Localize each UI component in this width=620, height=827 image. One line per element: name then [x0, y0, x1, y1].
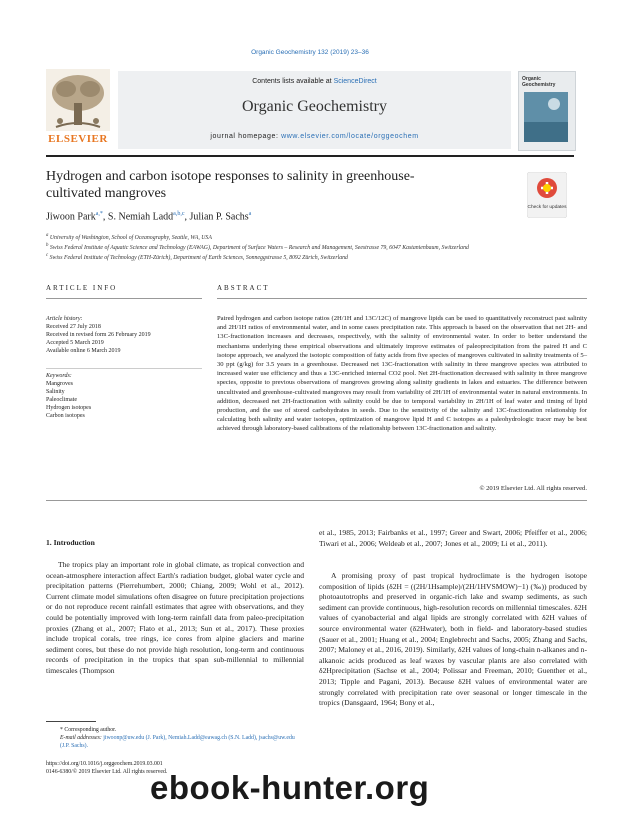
keyword-item: Carbon isotopes	[46, 413, 85, 419]
header-rule	[46, 155, 574, 157]
history-online: Available online 6 March 2019	[46, 348, 121, 354]
history-received: Received 27 July 2018	[46, 324, 101, 330]
affiliation-b: $^b$ Swiss Federal Institute of Aquatic Science and Technology (EAWAG), Department of Surface Waters – Research and Management, Seestrasse 79, 6047 Kastanienbaum, Switzerland	[46, 243, 469, 251]
email-label: E-mail addresses:	[60, 735, 104, 741]
affiliation-c: $^c$ Swiss Federal Institute of Technology (ETH-Zürich), Department of Earth Sciences, Sonneggstrasse 5, 8092 Zürich, Switzerland	[46, 253, 348, 261]
watermark-text: ebook-hunter.org	[150, 769, 430, 806]
author-list: Jiwoon Park$^{a,*}$, S. Nemiah Ladd$^{a,b,c}$, Julian P. Sachs$^a$	[46, 211, 252, 223]
info-rule	[46, 298, 202, 299]
title-line-1: Hydrogen and carbon isotope responses to salinity in greenhouse-	[46, 169, 415, 184]
history-label: Article history:	[46, 316, 83, 322]
crossmark-label[interactable]: Check for updates	[527, 205, 567, 210]
author-name: Julian P. Sachs	[189, 211, 249, 223]
abstract-heading: ABSTRACT	[217, 284, 270, 292]
footnote-emails	[60, 734, 304, 750]
email-links[interactable]: jiwoonp@uw.edu (J. Park), Nemiah.Ladd@eawag.ch (S.N. Ladd), jsachs@uw.edu (J.P. Sachs).	[60, 735, 295, 749]
author-name: S. Nemiah Ladd	[107, 211, 174, 223]
sciencedirect-link[interactable]: ScienceDirect	[333, 78, 377, 85]
intro-right-column-paragraph: A promising proxy of past tropical hydroclimate is the hydrogen isotope composition of lipids (δ2H = ((2H/1Hsample)/(2H/1HVSMOW)−1) (‰)) produced by photoautotrophs and preserved in organic-rich lake and swamp sediments, as such sediment can provide continuous, high-resolution records on millennial timescales. δ2H values of cyanobacterial and algal lipids are strongly correlated with δ2H values of source environmental water (δ2Hwater), both in field- and laboratory-based studies (Sauer et al., 2001; Huang et al., 2004; Englebrecht and Sachs, 2005; Zhang and Sachs, 2007; Maloney et al., 2016, 2019). Similarly, δ2H values of long-chain n-alkanes and n-alkanoic acids produced as leaf waxes by vascular plants are also correlated with δ2Hprecipitation (Sachse et al., 2004; Polissar and Freeman, 2010; Guenther et al., 2013; Tipple and Pagani, 2013). Because δ2H values of environmental water are strongly correlated with precipitation rate over seasonal or longer timescale in the tropics (Dansgaard, 1964; Bony et al.,	[319, 571, 587, 708]
journal-homepage	[118, 133, 511, 140]
elsevier-wordmark: ELSEVIER	[48, 133, 108, 145]
homepage-link[interactable]: www.elsevier.com/locate/orggeochem	[281, 133, 419, 140]
journal-reference[interactable]: Organic Geochemistry 132 (2019) 23–36	[251, 49, 369, 56]
abstract-body: Paired hydrogen and carbon isotope ratios (2H/1H and 13C/12C) of mangrove lipids can be used to quantitatively reconstruct past salinity and 2H/1H ratios of environmental water, and in some cases precipitation rate. This approach is based on the observation that net 2H- and 13C-fractionation increases and decreases, respectively, with the salinity of environmental water. In order to better understand the mechanisms underlying these empirical observations and ultimately improve estimates of paleoprecipitation from the paired H and C isotope approach, we analyzed the isotopic composition of fatty acids from five species of mangroves cultivated in salinity treatments of 5–30 ppt (g/kg) for 3.5 years in a greenhouse. Decreased net 13C-fractionation with salinity in three mangrove species was attributed to increased water use efficiency and thus a 13C-enriched internal CO2 pool. Net 2H-fractionation decreased with salinity in three mangrove species, opposite to previous observations of mangroves growing along salinity gradients in lakes and estuaries. The difference between uncultivated and greenhouse-cultivated mangroves may result from variability of 2H/1H of environmental water in natural environments. In addition, decreased net 2H-fractionation with salinity could be due to temporal variability in 2H/1H of leaf water and timing of lipid production, and the use of stored carbohydrates in seeds. Due to the sensitivity of the salinity and 13C-fractionation relationship for calculating both salinity and water isotopes, optimization of mangrove lipid H and C isotopes as a paleohydrologic tracer may be best achieved through laboratory-based calibrations of the relationship between 13C-fractionation and salinity.	[217, 315, 587, 433]
author-affiliation-mark[interactable]: a,*	[95, 211, 103, 217]
footnote-corresponding: * Corresponding author.	[60, 727, 117, 733]
keywords-label: Keywords:	[46, 373, 72, 379]
article-info-heading: ARTICLE INFO	[46, 284, 118, 292]
cover-title: Organic Geochemistry	[522, 76, 556, 88]
footnote-rule	[46, 721, 96, 722]
title-line-2: cultivated mangroves	[46, 186, 167, 201]
keywords	[46, 372, 206, 420]
abstract-rule	[217, 298, 587, 299]
check-for-updates-icon[interactable]	[527, 172, 567, 218]
history-accepted: Accepted 5 March 2019	[46, 340, 104, 346]
keyword-item: Mangroves	[46, 381, 73, 387]
author-name: Jiwoon Park	[46, 211, 96, 223]
journal-title: Organic Geochemistry	[242, 98, 387, 115]
section-heading: 1. Introduction	[46, 538, 95, 547]
contents-line	[118, 78, 511, 85]
abstract-end-rule	[46, 500, 587, 501]
contents-prefix: Contents lists available at	[252, 78, 334, 85]
article-title	[46, 168, 516, 202]
cover-image	[524, 92, 568, 142]
author-affiliation-mark[interactable]: a,b,c	[173, 211, 185, 217]
homepage-prefix: journal homepage:	[210, 133, 282, 140]
keyword-item: Hydrogen isotopes	[46, 405, 92, 411]
keyword-item: Salinity	[46, 389, 65, 395]
keywords-rule	[46, 368, 202, 369]
intro-right-column-continued: et al., 1985, 2013; Fairbanks et al., 1997; Greer and Swart, 2006; Pfeiffer et al., 2006; Tiwari et al., 2006; Weldeab et al., 2007; Jones et al., 2009; Li et al., 2011).	[319, 528, 587, 548]
author-affiliation-mark[interactable]: a	[248, 211, 252, 217]
abstract-copyright: © 2019 Elsevier Ltd. All rights reserved.	[479, 485, 587, 492]
keyword-item: Paleoclimate	[46, 397, 77, 403]
intro-left-column: The tropics play an important role in global climate, as tropical convection and ocean-atmosphere interaction affect Earth's radiation budget, global water cycle and precipitation patterns (Pierrehumbert, 2000; Chiang, 2009; Wohl et al., 2012). Current climate model simulations often disagree on future precipitation projections or do not reproduce recent rainfall estimates that agree with observations, and they could be potentially improved with long-term rainfall data from paleo-precipitation proxies (Zhang et al., 2007; Flato et al., 2013; Sun et al., 2017). These proxies include tropical corals, tree rings, ice cores from alpine glaciers and marine sediment cores, but these do not provide high resolution, long-term and continuous records of precipitation in the tropics that span sub-millennial to millennial timescales (Thompson	[46, 560, 304, 675]
history-revised: Received in revised form 26 February 2019	[46, 332, 151, 338]
doi-link[interactable]: https://doi.org/10.1016/j.orggeochem.2019.03.001	[46, 761, 163, 767]
affiliation-a: $^a$ University of Washington, School of Oceanography, Seattle, WA, USA	[46, 233, 212, 241]
issn-line: 0146-6380/© 2019 Elsevier Ltd. All rights reserved.	[46, 769, 168, 775]
article-history	[46, 315, 206, 355]
